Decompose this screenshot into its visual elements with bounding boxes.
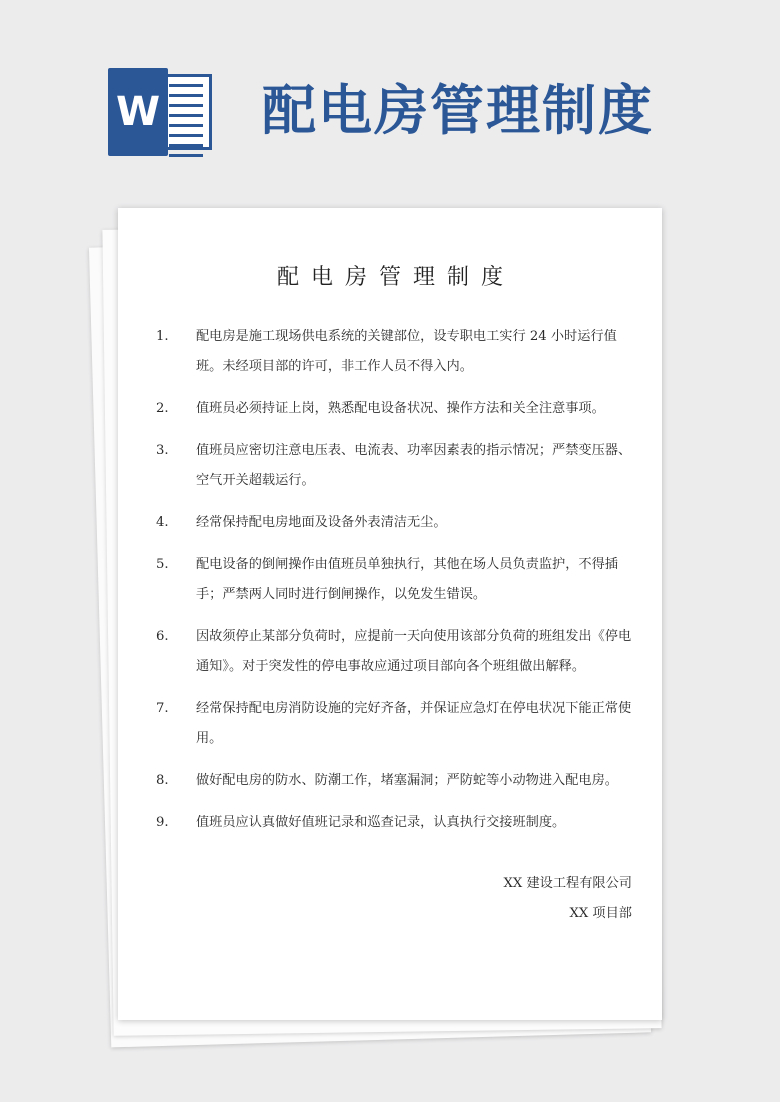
list-item: 8. 做好配电房的防水、防潮工作，堵塞漏洞；严防蛇等小动物进入配电房。	[156, 773, 618, 788]
header-title: 配电房管理制度	[262, 79, 654, 142]
list-item: 2. 值班员必须持证上岗，熟悉配电设备状况、操作方法和关全注意事项。	[156, 401, 605, 416]
list-item: 6. 因故须停止某部分负荷时，应提前一天向使用该部分负荷的班组发出《停电通知》。对于突发性的停电事故应通过项目部向各个班组做出解释。	[156, 629, 632, 674]
signature-company: XX 建设工程有限公司	[503, 876, 632, 891]
header	[0, 0, 780, 190]
list-item: 1. 配电房是施工现场供电系统的关键部位，设专职电工实行 24 小时运行值班。未经项目部的许可，非工作人员不得入内。	[156, 329, 617, 374]
regulation-list	[156, 322, 632, 850]
document-page	[118, 208, 662, 1020]
word-letter: W	[108, 68, 168, 156]
list-item: 3. 值班员应密切注意电压表、电流表、功率因素表的指示情况；严禁变压器、空气开关超载运行。	[156, 443, 632, 488]
list-item: 9. 值班员应认真做好值班记录和巡查记录，认真执行交接班制度。	[156, 815, 566, 830]
list-item: 7. 经常保持配电房消防设施的完好齐备，并保证应急灯在停电状况下能正常使用。	[156, 701, 632, 746]
signature-department: XX 项目部	[569, 906, 632, 921]
list-item: 5. 配电设备的倒闸操作由值班员单独执行，其他在场人员负责监护，不得插手；严禁两人同时进行倒闸操作，以免发生错误。	[156, 557, 618, 602]
document-title: 配电房管理制度	[276, 265, 515, 290]
list-item: 4. 经常保持配电房地面及设备外表清洁无尘。	[156, 515, 447, 530]
word-document-icon	[108, 68, 212, 156]
